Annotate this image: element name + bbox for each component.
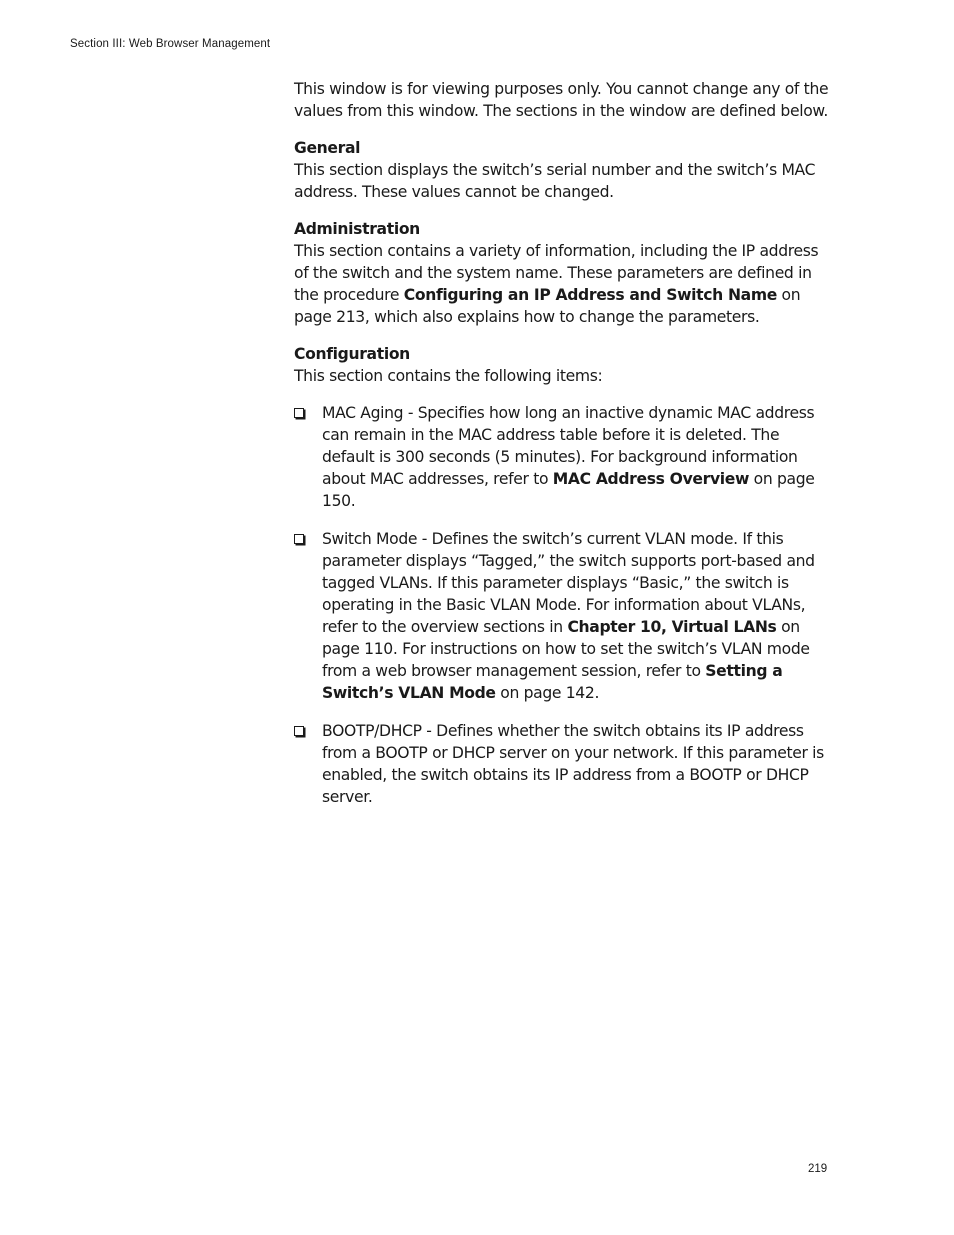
page-body [294, 78, 830, 824]
general-text: This section displays the switch’s serial number and the switch’s MAC address. These values cannot be changed. [294, 161, 816, 201]
general-heading: General [294, 139, 361, 157]
page-number: 219 [808, 1163, 828, 1175]
switch-mode-text-after: on page 142. [495, 684, 600, 702]
configuration-heading: Configuration [294, 345, 410, 363]
configuration-text: This section contains the following items: [294, 367, 603, 385]
bootp-text: BOOTP/DHCP - Defines whether the switch obtains its IP address from a BOOTP or DHCP server on your network. If this parameter is enabled, the switch obtains its IP address from a BOOTP or DHCP server. [322, 722, 824, 806]
checkbox-bullet-icon [294, 534, 304, 544]
virtual-lans-xref[interactable]: Chapter 10, Virtual LANs [567, 618, 777, 636]
administration-text [294, 240, 830, 328]
list-item-switch-mode [294, 528, 830, 704]
mac-aging-text-before: MAC Aging - Specifies how long an inactive dynamic MAC address can remain in the MAC address table before it is deleted. The default is 300 seconds (5 minutes). For background information about MAC addresses, refer to [322, 404, 815, 488]
checkbox-bullet-icon [294, 408, 304, 418]
list-item-mac-aging [294, 402, 830, 512]
administration-heading: Administration [294, 220, 420, 238]
mac-aging-text-after: on page 150. [322, 470, 815, 510]
administration-xref[interactable]: Configuring an IP Address and Switch Name [403, 286, 777, 304]
intro-paragraph: This window is for viewing purposes only. You cannot change any of the values from this window. The sections in the window are defined below. [294, 80, 829, 120]
configuration-section [294, 343, 830, 387]
list-item-bootp-dhcp [294, 720, 830, 808]
running-header: Section III: Web Browser Management [70, 38, 271, 50]
checkbox-bullet-icon [294, 726, 304, 736]
vlan-mode-xref[interactable]: Setting a Switch’s VLAN Mode [322, 662, 783, 702]
administration-text-after: on page 213, which also explains how to change the parameters. [294, 286, 801, 326]
administration-section [294, 218, 830, 328]
mac-address-overview-xref[interactable]: MAC Address Overview [552, 470, 750, 488]
administration-text-before: This section contains a variety of information, including the IP address of the switch and the system name. These parameters are defined in the procedure [294, 242, 819, 304]
switch-mode-text-middle: on page 110. For instructions on how to set the switch’s VLAN mode from a web browser management session, refer to [322, 618, 810, 680]
general-section [294, 137, 830, 203]
switch-mode-text-before: Switch Mode - Defines the switch’s current VLAN mode. If this parameter displays “Tagged,” the switch supports port-based and tagged VLANs. If this parameter displays “Basic,” the switch is operating in the Basic VLAN Mode. For information about VLANs, refer to the overview sections in [322, 530, 815, 636]
